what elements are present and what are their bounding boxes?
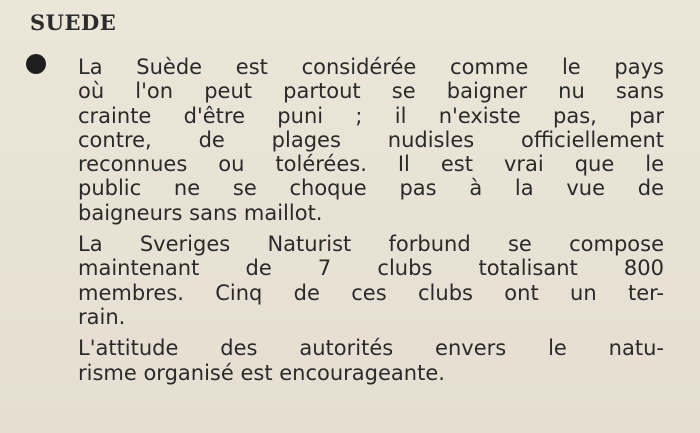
bullet-point — [26, 54, 46, 74]
article-body — [78, 55, 664, 392]
paragraph-line: rain. — [78, 304, 126, 329]
paragraph-line: public ne se choque pas à la vue de — [78, 176, 664, 201]
paragraph-line: risme organisé est encourageante. — [78, 360, 445, 385]
paragraph-line: La Sveriges Naturist forbund se compose — [78, 232, 664, 257]
paragraph-line: contre, de plages nudisles officiellement — [78, 127, 664, 152]
paragraph-line: où l'on peut partout se baigner nu sans — [78, 79, 664, 104]
paragraph-line: reconnues ou tolérées. Il est vrai que le — [78, 152, 664, 177]
paragraph-2 — [78, 232, 664, 329]
paragraph-line: maintenant de 7 clubs totalisant 800 — [78, 256, 664, 281]
paragraph-3 — [78, 336, 664, 385]
paragraph-line: baigneurs sans maillot. — [78, 200, 323, 225]
paragraph-1 — [78, 55, 664, 225]
paragraph-line: La Suède est considérée comme le pays — [78, 55, 664, 79]
section-heading: SUEDE — [30, 10, 117, 35]
paragraph-line: crainte d'être puni ; il n'existe pas, par — [78, 103, 664, 128]
paragraph-line: membres. Cinq de ces clubs ont un ter- — [78, 280, 664, 305]
paragraph-line: L'attitude des autorités envers le natu- — [78, 336, 664, 361]
